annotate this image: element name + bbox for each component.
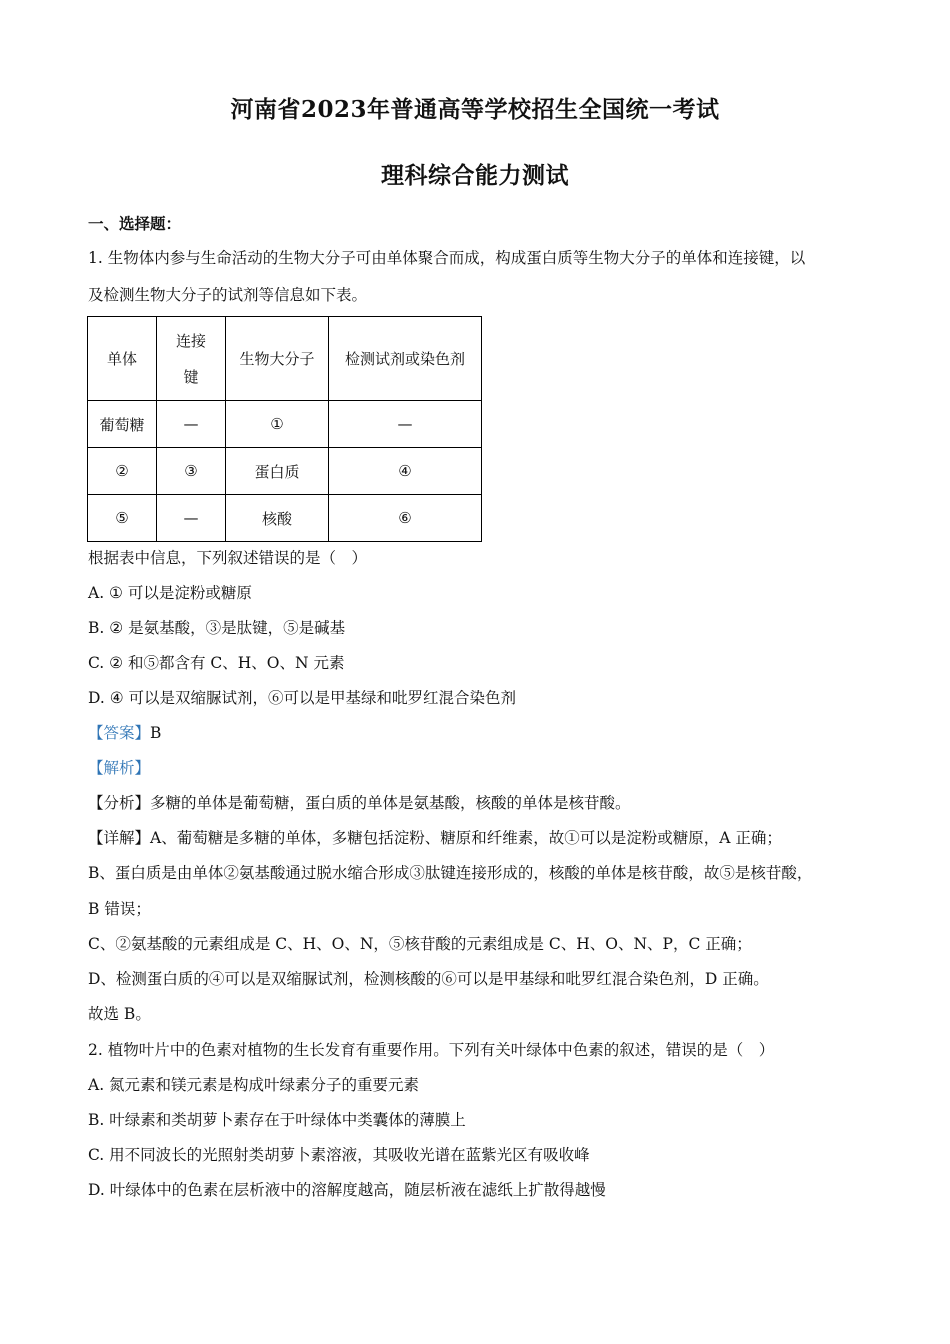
- q2-option-d: D. 叶绿体中的色素在层析液中的溶解度越高，随层析液在滤纸上扩散得越慢: [88, 1181, 606, 1199]
- table-cell: ③: [157, 448, 226, 495]
- table-header-text: 键: [183, 367, 199, 386]
- q1-prompt: 根据表中信息，下列叙述错误的是（ ）: [88, 549, 368, 567]
- analysis-label: 【解析】: [88, 759, 151, 777]
- q2-option-b: B. 叶绿素和类胡萝卜素存在于叶绿体中类囊体的薄膜上: [88, 1111, 466, 1129]
- table-header-cell: [157, 317, 226, 401]
- table-cell: —: [157, 401, 226, 448]
- q1-table: [87, 316, 482, 542]
- q2-option-c: C. 用不同波长的光照射类胡萝卜素溶液，其吸收光谱在蓝紫光区有吸收峰: [88, 1146, 590, 1164]
- q1-stem-line1: 1. 生物体内参与生命活动的生物大分子可由单体聚合而成，构成蛋白质等生物大分子的单体和连接键，以: [88, 249, 806, 267]
- section-heading: 一、选择题：: [88, 214, 182, 233]
- detail-line: 【详解】A、葡萄糖是多糖的单体，多糖包括淀粉、糖原和纤维素，故①可以是淀粉或糖原，A 正确；: [88, 829, 782, 847]
- table-header-cell: 检测试剂或染色剂: [329, 317, 482, 401]
- q2-option-a: A. 氮元素和镁元素是构成叶绿素分子的重要元素: [88, 1076, 420, 1094]
- answer-line: [88, 723, 868, 743]
- detail-line: 故选 B。: [88, 1005, 151, 1023]
- table-row: [88, 448, 482, 495]
- detail-line: D、检测蛋白质的④可以是双缩脲试剂，检测核酸的⑥可以是甲基绿和吡罗红混合染色剂，D 正确。: [88, 970, 769, 988]
- detail-line: B 错误；: [88, 900, 151, 918]
- table-cell: ④: [329, 448, 482, 495]
- q1-option-b: B. ② 是氨基酸，③是肽键，⑤是碱基: [88, 619, 346, 637]
- detail-line: C、②氨基酸的元素组成是 C、H、O、N，⑤核苷酸的元素组成是 C、H、O、N、P，C 正确；: [88, 935, 752, 953]
- table-cell: ⑥: [329, 495, 482, 542]
- table-cell: 葡萄糖: [88, 401, 157, 448]
- table-row: [88, 401, 482, 448]
- table-header-row: [88, 317, 482, 401]
- analysis-summary: 【分析】多糖的单体是葡萄糖，蛋白质的单体是氨基酸，核酸的单体是核苷酸。: [88, 794, 631, 812]
- table-cell: ⑤: [88, 495, 157, 542]
- table-header-cell: 单体: [88, 317, 157, 401]
- q1-option-d: D. ④ 可以是双缩脲试剂，⑥可以是甲基绿和吡罗红混合染色剂: [88, 689, 517, 707]
- detail-line: B、蛋白质是由单体②氨基酸通过脱水缩合形成③肽键连接形成的，核酸的单体是核苷酸，故⑤是核苷酸，: [88, 864, 813, 882]
- table-cell: ①: [226, 401, 329, 448]
- q1-stem-line2: 及检测生物大分子的试剂等信息如下表。: [88, 286, 368, 304]
- exam-title: 河南省2023年普通高等学校招生全国统一考试: [230, 96, 720, 123]
- exam-subtitle: 理科综合能力测试: [381, 162, 569, 189]
- table-header-text: 连接: [175, 331, 206, 350]
- table-cell: —: [329, 401, 482, 448]
- table-cell: —: [157, 495, 226, 542]
- answer-label: 【答案】: [88, 724, 151, 742]
- table-cell: 蛋白质: [226, 448, 329, 495]
- table-header-cell: 生物大分子: [226, 317, 329, 401]
- answer-value: B: [150, 724, 162, 742]
- table-cell: 核酸: [226, 495, 329, 542]
- table-row: [88, 495, 482, 542]
- q1-option-c: C. ② 和⑤都含有 C、H、O、N 元素: [88, 654, 345, 672]
- q1-option-a: A. ① 可以是淀粉或糖原: [88, 584, 252, 602]
- table-cell: ②: [88, 448, 157, 495]
- q2-stem: 2. 植物叶片中的色素对植物的生长发育有重要作用。下列有关叶绿体中色素的叙述，错误的是（ ）: [88, 1041, 775, 1059]
